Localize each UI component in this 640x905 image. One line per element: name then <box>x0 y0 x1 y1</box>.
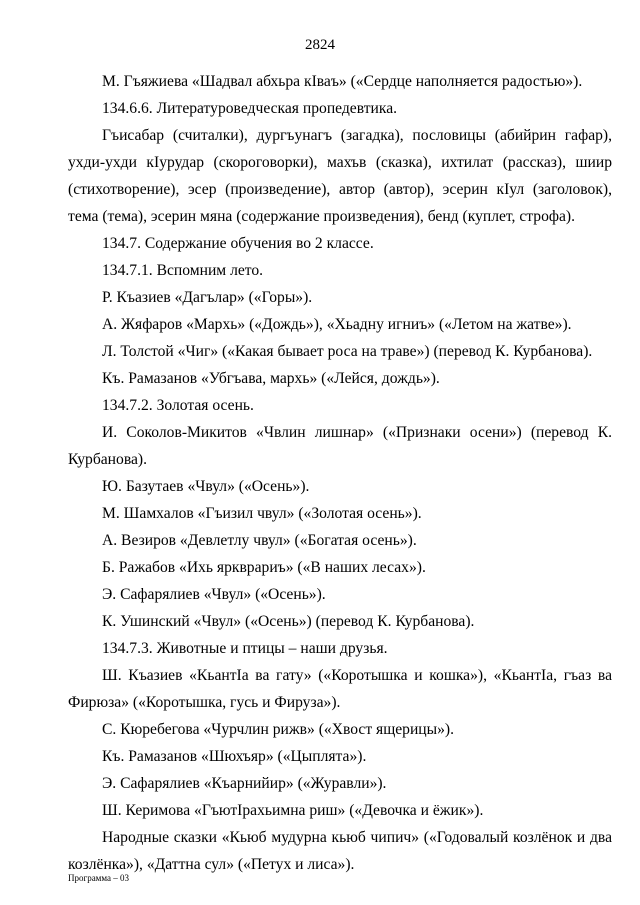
section-heading: 134.7.2. Золотая осень. <box>102 397 254 414</box>
section-heading: 134.7.1. Вспомним лето. <box>102 262 264 279</box>
section-heading: 134.7. Содержание обучения во 2 классе. <box>102 235 374 252</box>
list-item: Народные сказки «Кьюб мудурна кьюб чипич» («Годовалый козлёнок и два козлёнка»), «Даттна сул» («Петух и лиса»). <box>68 829 612 873</box>
section-heading: 134.7.3. Животные и птицы – наши друзья. <box>102 640 388 657</box>
page-body <box>68 68 612 878</box>
list-item: И. Соколов-Микитов «Чвлин лишнар» («Признаки осени») (перевод К. Курбанова). <box>68 424 612 468</box>
list-item: Ш. Керимова «ГъютIрахьимна риш» («Девочка и ёжик»). <box>102 802 484 819</box>
list-item: Э. Сафарялиев «Къарнийир» («Журавли»). <box>102 775 387 792</box>
list-item: Э. Сафарялиев «Чвул» («Осень»). <box>102 586 326 603</box>
list-item: Къ. Рамазанов «Убгъава, мархь» («Лейся, дождь»). <box>102 370 440 387</box>
list-item: Б. Ражабов «Ихь яркврариъ» («В наших лесах»). <box>102 559 426 576</box>
list-item: Р. Къазиев «Дагълар» («Горы»). <box>102 289 313 306</box>
list-item: М. Шамхалов «Гъизил чвул» («Золотая осень»). <box>102 505 422 522</box>
list-item: Къ. Рамазанов «Шюхъяр» («Цыплята»). <box>102 748 367 765</box>
list-item: Л. Толстой «Чиг» («Какая бывает роса на траве») (перевод К. Курбанова). <box>102 343 593 360</box>
list-item: А. Везиров «Девлетлу чвул» («Богатая осень»). <box>102 532 417 549</box>
list-item: Ш. Къазиев «КьантIа ва гату» («Коротышка и кошка»), «КьантIа, гъаз ва Фирюза» («Коротышка, гусь и Фируза»). <box>68 667 612 711</box>
list-item: А. Жяфаров «Мархь» («Дождь»), «Хьадну игниъ» («Летом на жатве»). <box>102 316 572 333</box>
paragraph: Гъисабар (считалки), дургъунагъ (загадка), пословицы (абийрин гафар), ухди-ухди кIурудар (скороговорки), махъв (сказка), ихтилат (рассказ), шиир (стихотворение), эсер (произведение), автор (автор), эсерин кIул (заголовок), тема (тема), эсерин мяна (содержание произведения), бенд (куплет, строфа). <box>68 127 612 225</box>
list-item: Ю. Базутаев «Чвул» («Осень»). <box>102 478 310 495</box>
page-number: 2824 <box>305 37 335 53</box>
section-heading: 134.6.6. Литературоведческая пропедевтика. <box>102 100 398 117</box>
list-item: К. Ушинский «Чвул» («Осень») (перевод К. Курбанова). <box>102 613 475 630</box>
paragraph: М. Гъяжиева «Шадвал абхьра кIваъ» («Сердце наполняется радостью»). <box>102 73 583 90</box>
list-item: С. Кюребегова «Чурчлин рижв» («Хвост ящерицы»). <box>102 721 455 738</box>
page-footer: Программа – 03 <box>68 873 130 883</box>
